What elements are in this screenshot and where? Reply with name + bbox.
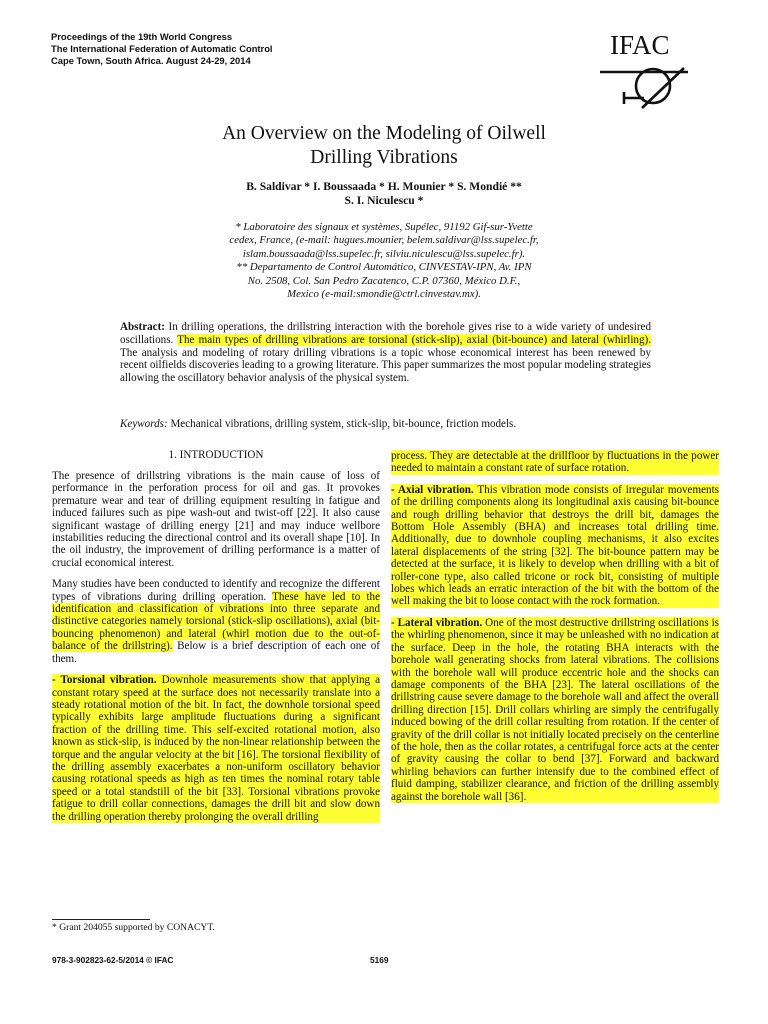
section-heading: 1. INTRODUCTION bbox=[168, 449, 264, 461]
affiliation-line: islam.boussaada@lss.supelec.fr, silviu.niculescu@lss.supelec.fr). bbox=[242, 247, 526, 260]
proceedings-header bbox=[51, 31, 273, 67]
authors-line-2: S. I. Niculescu * bbox=[344, 194, 424, 207]
keywords-text: Mechanical vibrations, drilling system, stick-slip, bit-bounce, friction models. bbox=[167, 418, 517, 430]
column-right bbox=[391, 450, 719, 812]
ifac-logo bbox=[596, 28, 716, 120]
title-line-1: An Overview on the Modeling of Oilwell bbox=[222, 123, 546, 144]
affiliation-line: cedex, France, (e-mail: hugues.mounier, belem.saldivar@lss.supelec.fr, bbox=[229, 234, 539, 247]
paragraph-text: Below is a brief description of each one of them. bbox=[52, 640, 380, 665]
authors-line-1: B. Saldivar * I. Boussaada * H. Mounier * S. Mondié ** bbox=[246, 180, 522, 193]
title-line-2: Drilling Vibrations bbox=[310, 147, 458, 168]
torsional-text: Downhole measurements show that applying a constant rotary speed at the surface does not necessarily translate into a steady rotational motion of the bit. In fact, the downhole torsional speed typically exhibits large amplitude fluctuations during a significant fraction of the drilling time. This self-excited rotational motion, also known as stick-slip, is induced by the non-linear relationship between the torque and the angular velocity at the bit [16]. The torsional flexibility of the drilling assembly exacerbates a non-uniform oscillatory behavior causing rotational speeds as high as ten times the nominal rotary table speed or a total standstill of the bit [33]. Torsional vibrations provoke fatigue to drill collar connections, damages the drill bit and slow down the drilling operation thereby prolonging the overall drilling bbox=[52, 674, 380, 823]
footer-page-number: 5169 bbox=[370, 955, 389, 965]
footnote-rule bbox=[52, 919, 150, 920]
header-line-1: Proceedings of the 19th World Congress bbox=[51, 31, 233, 42]
affiliation-line: * Laboratoire des signaux et systèmes, Supélec, 91192 Gif-sur-Yvette bbox=[235, 221, 533, 233]
abstract-label: Abstract: bbox=[120, 321, 165, 333]
footer-isbn: 978-3-902823-62-5/2014 © IFAC bbox=[52, 955, 174, 965]
torsional-label: - Torsional vibration. bbox=[52, 674, 157, 687]
column-left bbox=[52, 470, 380, 832]
continued-paragraph: process. They are detectable at the drillfloor by fluctuations in the power needed to maintain a constant rate of surface rotation. bbox=[391, 450, 719, 475]
header-line-2: The International Federation of Automatic Control bbox=[51, 43, 273, 54]
abstract bbox=[120, 321, 651, 385]
torsional-paragraph bbox=[52, 674, 380, 823]
affiliation-line: No. 2508, Col. San Pedro Zacatenco, C.P. 07360, México D.F., bbox=[247, 274, 521, 287]
abstract-text: In drilling operations, the drillstring interaction with the borehole gives rise to a wide variety of undesired oscillations. bbox=[120, 321, 651, 346]
paragraph-highlight: These have led to the identification and classification of vibrations into three separate and distinctive categories namely torsional (stick-slip oscillations), axial (bit-bouncing phenomenon) and lateral (whirl motion due to the out-of-balance of the drillstring). bbox=[52, 590, 381, 653]
keywords-label: Keywords: bbox=[120, 418, 168, 430]
ifac-logo-text: IFAC bbox=[610, 30, 670, 60]
axial-label: - Axial vibration. bbox=[391, 483, 474, 496]
intro-paragraph-2 bbox=[52, 578, 380, 665]
paragraph-text: Many studies have been conducted to identify and recognize the different types of vibrations during drilling operation. bbox=[52, 578, 380, 603]
abstract-highlight: The main types of drilling vibrations are torsional (stick-slip), axial (bit-bounce) and lateral (whirling). bbox=[177, 333, 651, 346]
intro-paragraph: The presence of drillstring vibrations is the main cause of loss of performance in the perforation process for oil and gas. It provokes premature wear and tear of drilling equipment resulting in fatigue and induced failures such as pipe wash-out and twist-off [22]. It also cause significant wastage of drilling energy [21] and may induce wellbore instabilities reducing the directional control and its overall shape [10]. In the oil industry, the improvement of drilling performance is a matter of crucial economical interest. bbox=[52, 470, 380, 569]
lateral-paragraph bbox=[391, 617, 719, 803]
abstract-text-2: The analysis and modeling of rotary drilling vibrations is a topic whose economical interest has been renewed by recent oilfields discoveries leading to a growing literature. This paper summarizes the most popular modeling strategies allowing the oscillatory behavior analysis of the physical system. bbox=[120, 346, 651, 385]
header-line-3: Cape Town, South Africa. August 24-29, 2014 bbox=[51, 55, 251, 66]
footnote: * Grant 204055 supported by CONACYT. bbox=[52, 922, 215, 933]
affiliation-line: ** Departamento de Control Automático, CINVESTAV-IPN, Av. IPN bbox=[236, 261, 532, 274]
paper-title bbox=[0, 122, 768, 170]
keywords bbox=[120, 418, 651, 431]
axial-text: This vibration mode consists of irregular movements of the drilling components along its longitudinal axis causing bit-bounce and rough drilling behavior that destroys the drill bit, damages the Bottom Hole Assembly (BHA) and increases total drilling time. Additionally, due to downhole coupling mechanisms, it also excites lateral displacements of the string [32]. The bit-bounce pattern may be detected at the surface, it is likely to develop when drilling with a bit of roller-cone type, also called tricone or rock bit, consisting of multiple lobes which leads an erratic interaction of the bit with the bottom of the well making the bit to loose contact with the rock formation. bbox=[391, 483, 719, 608]
affiliations bbox=[160, 221, 608, 301]
authors bbox=[0, 180, 768, 208]
lateral-label: - Lateral vibration. bbox=[391, 616, 483, 629]
axial-paragraph bbox=[391, 484, 719, 608]
lateral-text: One of the most destructive drillstring oscillations is the whirling phenomenon, since it may be unleashed with no indication at the surface. Deep in the hole, the rotating BHA interacts with the borehole wall generating shocks from lateral vibrations. The collisions with the borehole wall will produce eccentric hole and the shocks can damage components of the BHA [23]. The lateral oscillations of the drillstring cause severe damage to the borehole wall and affect the overall drilling direction [15]. Drill collars whirling are simply the centrifugally induced bowing of the drill collar resulting from rotation. If the center of gravity of the drill collar is not initially located precisely on the centerline of the hole, then as the collar rotates, a centrifugal force acts at the center of gravity causing the collar to bend [37]. Forward and backward whirling behaviors can further intensify due to the combined effect of fluid damping, stabilizer clearance, and friction of the drilling assembly against the borehole wall [36]. bbox=[391, 616, 719, 803]
affiliation-line: Mexico (e-mail:smondie@ctrl.cinvestav.mx). bbox=[287, 288, 481, 301]
